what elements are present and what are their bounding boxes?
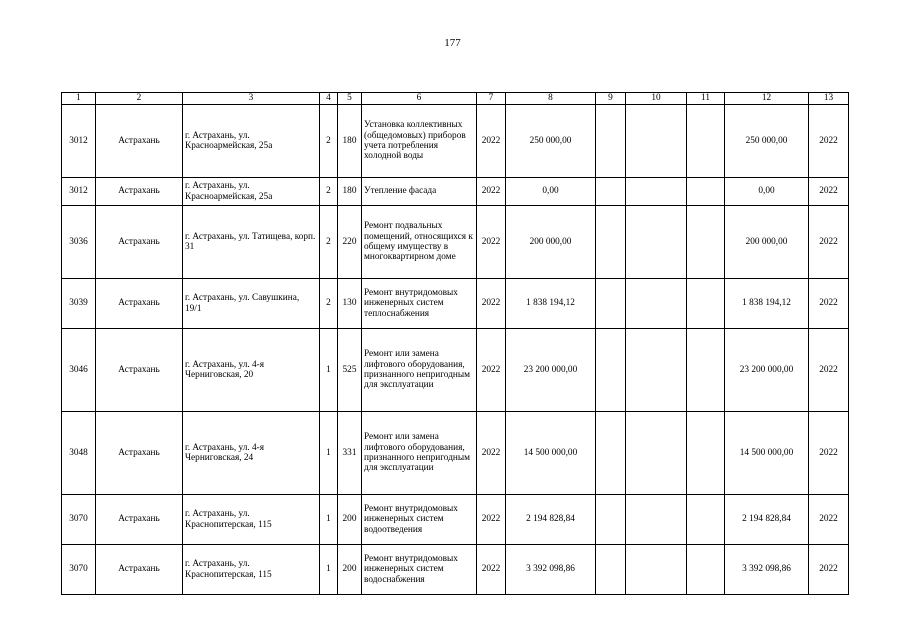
address: г. Астрахань, ул. Красноармейская, 25а: [183, 105, 320, 178]
column-header: 1: [62, 93, 96, 105]
col-5: 180: [338, 178, 362, 206]
col-4: 2: [320, 206, 338, 279]
table-row: [62, 329, 849, 412]
col-5: 180: [338, 105, 362, 178]
col-10: [626, 412, 687, 495]
address: г. Астрахань, ул. 4-я Черниговская, 24: [183, 412, 320, 495]
work-type: Ремонт внутридомовых инженерных систем водоснабжения: [362, 545, 477, 595]
column-header: 6: [362, 93, 477, 105]
col-9: [596, 105, 626, 178]
plan-year: 2022: [809, 178, 849, 206]
col-11: [687, 178, 725, 206]
plan-year: 2022: [809, 495, 849, 545]
column-header: 9: [596, 93, 626, 105]
col-5: 331: [338, 412, 362, 495]
col-10: [626, 206, 687, 279]
cost-total: 1 838 194,12: [506, 279, 596, 329]
col-9: [596, 206, 626, 279]
cost-total: 250 000,00: [506, 105, 596, 178]
cost-funds: 200 000,00: [725, 206, 809, 279]
col-4: 2: [320, 105, 338, 178]
col-4: 1: [320, 495, 338, 545]
column-header: 2: [96, 93, 183, 105]
city: Астрахань: [96, 206, 183, 279]
col-11: [687, 279, 725, 329]
year: 2022: [477, 495, 506, 545]
plan-year: 2022: [809, 279, 849, 329]
col-11: [687, 206, 725, 279]
address: г. Астрахань, ул. Краснопитерская, 115: [183, 495, 320, 545]
house-id: 3046: [62, 329, 96, 412]
house-id: 3070: [62, 495, 96, 545]
column-header: 10: [626, 93, 687, 105]
work-type: Ремонт внутридомовых инженерных систем водоотведения: [362, 495, 477, 545]
col-5: 130: [338, 279, 362, 329]
cost-funds: 250 000,00: [725, 105, 809, 178]
house-id: 3012: [62, 105, 96, 178]
column-header: 7: [477, 93, 506, 105]
work-type: Ремонт или замена лифтового оборудования, признанного непригодным для эксплуатации: [362, 329, 477, 412]
cost-funds: 3 392 098,86: [725, 545, 809, 595]
work-type: Ремонт подвальных помещений, относящихся к общему имуществу в многоквартирном доме: [362, 206, 477, 279]
col-5: 200: [338, 495, 362, 545]
col-9: [596, 279, 626, 329]
table-row: [62, 105, 849, 178]
city: Астрахань: [96, 279, 183, 329]
column-header: 12: [725, 93, 809, 105]
col-4: 2: [320, 178, 338, 206]
col-4: 1: [320, 329, 338, 412]
year: 2022: [477, 178, 506, 206]
col-9: [596, 495, 626, 545]
column-header: 8: [506, 93, 596, 105]
col-10: [626, 495, 687, 545]
plan-year: 2022: [809, 105, 849, 178]
city: Астрахань: [96, 412, 183, 495]
column-header: 3: [183, 93, 320, 105]
table-header-row: [62, 93, 849, 105]
col-5: 525: [338, 329, 362, 412]
col-11: [687, 105, 725, 178]
col-9: [596, 412, 626, 495]
cost-funds: 14 500 000,00: [725, 412, 809, 495]
city: Астрахань: [96, 178, 183, 206]
plan-year: 2022: [809, 206, 849, 279]
year: 2022: [477, 279, 506, 329]
year: 2022: [477, 105, 506, 178]
column-header: 5: [338, 93, 362, 105]
cost-funds: 0,00: [725, 178, 809, 206]
plan-year: 2022: [809, 545, 849, 595]
year: 2022: [477, 329, 506, 412]
col-9: [596, 545, 626, 595]
year: 2022: [477, 206, 506, 279]
capital-repair-table: [61, 92, 849, 595]
column-header: 11: [687, 93, 725, 105]
year: 2022: [477, 545, 506, 595]
cost-funds: 1 838 194,12: [725, 279, 809, 329]
work-type: Ремонт внутридомовых инженерных систем теплоснабжения: [362, 279, 477, 329]
col-11: [687, 412, 725, 495]
address: г. Астрахань, ул. 4-я Черниговская, 20: [183, 329, 320, 412]
col-10: [626, 105, 687, 178]
col-10: [626, 279, 687, 329]
cost-total: 14 500 000,00: [506, 412, 596, 495]
city: Астрахань: [96, 105, 183, 178]
address: г. Астрахань, ул. Краснопитерская, 115: [183, 545, 320, 595]
address: г. Астрахань, ул. Савушкина, 19/1: [183, 279, 320, 329]
column-header: 13: [809, 93, 849, 105]
column-header: 4: [320, 93, 338, 105]
col-5: 200: [338, 545, 362, 595]
cost-total: 200 000,00: [506, 206, 596, 279]
cost-funds: 2 194 828,84: [725, 495, 809, 545]
work-type: Утепление фасада: [362, 178, 477, 206]
col-4: 1: [320, 545, 338, 595]
cost-total: 2 194 828,84: [506, 495, 596, 545]
col-10: [626, 545, 687, 595]
table-row: [62, 178, 849, 206]
city: Астрахань: [96, 329, 183, 412]
col-4: 2: [320, 279, 338, 329]
city: Астрахань: [96, 545, 183, 595]
address: г. Астрахань, ул. Красноармейская, 25а: [183, 178, 320, 206]
col-10: [626, 329, 687, 412]
plan-year: 2022: [809, 412, 849, 495]
table-row: [62, 279, 849, 329]
cost-total: 23 200 000,00: [506, 329, 596, 412]
col-11: [687, 545, 725, 595]
address: г. Астрахань, ул. Татищева, корп. 31: [183, 206, 320, 279]
col-11: [687, 495, 725, 545]
house-id: 3039: [62, 279, 96, 329]
year: 2022: [477, 412, 506, 495]
col-4: 1: [320, 412, 338, 495]
col-5: 220: [338, 206, 362, 279]
col-11: [687, 329, 725, 412]
house-id: 3036: [62, 206, 96, 279]
work-type: Установка коллективных (общедомовых) приборов учета потребления холодной воды: [362, 105, 477, 178]
cost-funds: 23 200 000,00: [725, 329, 809, 412]
table-row: [62, 495, 849, 545]
plan-year: 2022: [809, 329, 849, 412]
col-9: [596, 329, 626, 412]
col-10: [626, 178, 687, 206]
page-number: 177: [444, 37, 461, 49]
table-row: [62, 412, 849, 495]
table-row: [62, 206, 849, 279]
house-id: 3070: [62, 545, 96, 595]
work-type: Ремонт или замена лифтового оборудования, признанного непригодным для эксплуатации: [362, 412, 477, 495]
table-row: [62, 545, 849, 595]
house-id: 3012: [62, 178, 96, 206]
cost-total: 3 392 098,86: [506, 545, 596, 595]
cost-total: 0,00: [506, 178, 596, 206]
col-9: [596, 178, 626, 206]
house-id: 3048: [62, 412, 96, 495]
city: Астрахань: [96, 495, 183, 545]
